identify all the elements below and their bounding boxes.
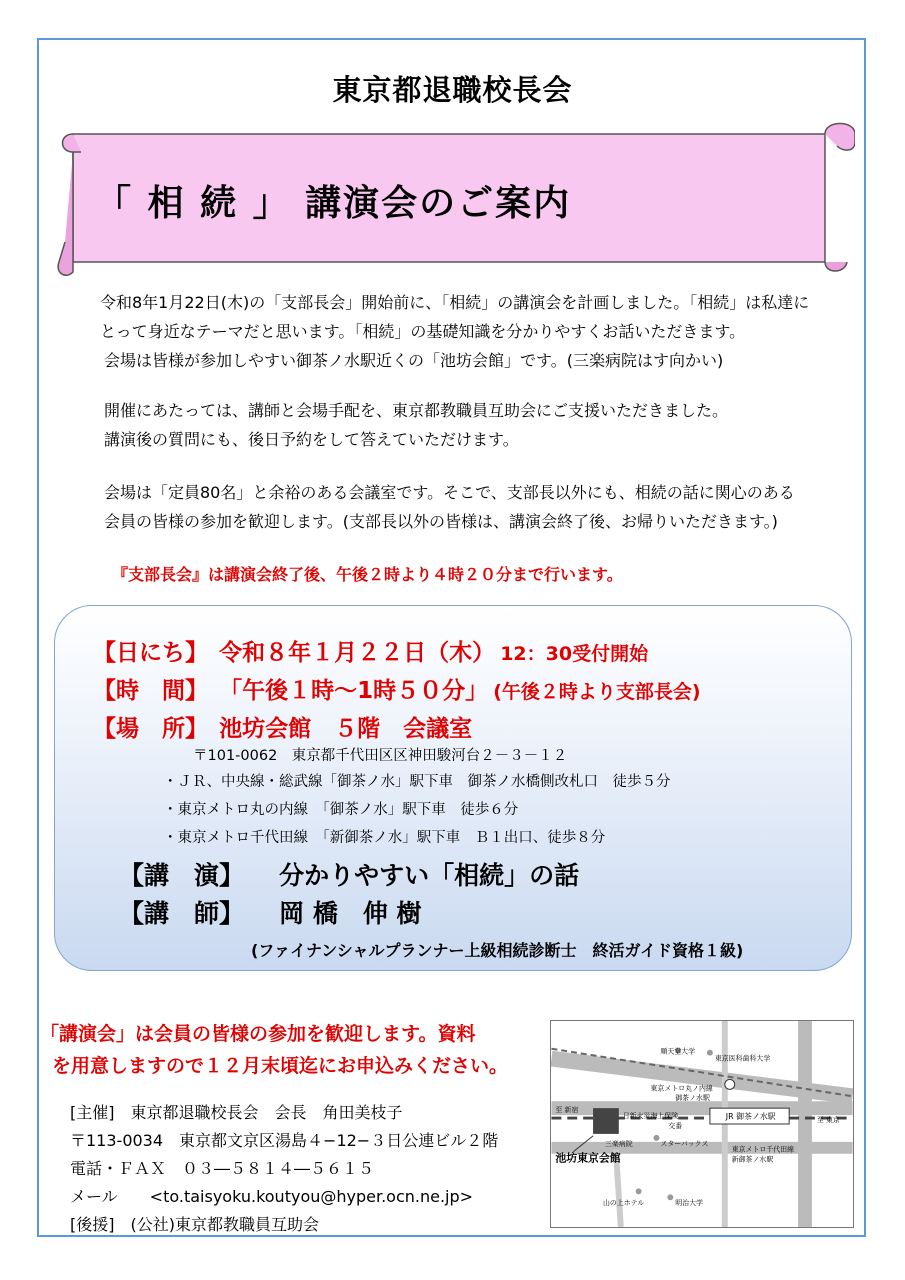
access-jr: ・ＪＲ、中央線・総武線「御茶ノ水」駅下車 御茶ノ水橋側改札口 徒歩５分 xyxy=(163,774,671,790)
map-label: 順天堂大学 xyxy=(660,1047,696,1056)
map-label: JR 御茶ノ水駅 xyxy=(725,1112,776,1122)
map-label: 御茶ノ水駅 xyxy=(675,1094,710,1103)
intro-paragraph-1 xyxy=(100,288,809,375)
date-row xyxy=(93,634,648,667)
speaker-row xyxy=(119,894,422,930)
map-label: 東京メトロ丸ノ内線 xyxy=(650,1084,713,1093)
map-label: 明治大学 xyxy=(675,1199,703,1208)
lecture-title: 分かりやすい「相続」の話 xyxy=(279,861,580,890)
welcome-line: を用意しますので１２月末頃迄にお申込みください。 xyxy=(52,1055,509,1077)
venue-address: 〒101-0062 東京都千代田区区神田駿河台２－３－１２ xyxy=(193,748,568,764)
venue-building xyxy=(593,1108,619,1134)
intro-line: 令和8年1月22日(木)の「支部長会」開始前に、「相続」の講演会を計画しました。「相続」は私達に xyxy=(100,293,810,312)
access-chiyoda: ・東京メトロ千代田線 「新御茶ノ水」駅下車 Ｂ１出口、徒歩８分 xyxy=(163,830,606,846)
intro-line: 会場は皆様が参加しやすい御茶ノ水駅近くの「池坊会館」です。(三楽病院はす向かい) xyxy=(104,351,724,370)
metro-station-marker xyxy=(725,1079,735,1089)
intro-line: 講演後の質問にも、後日予約をして答えていただけます。 xyxy=(104,430,519,449)
map-label: 東京メトロ千代田線 xyxy=(731,1145,795,1154)
branch-meeting-note: 『支部長会』は講演会終了後、午後２時より４時２０分まで行います。 xyxy=(112,565,623,584)
banner-title: 「 相 続 」 講演会のご案内 xyxy=(95,183,572,224)
access-marunouchi: ・東京メトロ丸の内線 「御茶ノ水」駅下車 徒歩６分 xyxy=(163,802,519,818)
sponsor: [主催] 東京都退職校長会 会長 角田美枝子 xyxy=(70,1103,403,1122)
reception-time: 12：30受付開始 xyxy=(500,643,649,665)
intro-paragraph-3 xyxy=(104,478,795,536)
venue-map xyxy=(550,1020,854,1228)
supporter: [後援] (公社)東京都教職員互助会 xyxy=(70,1215,319,1234)
date-value: 令和８年１月２２日（木） xyxy=(219,640,496,666)
map-label: 交番 xyxy=(668,1121,683,1130)
phone-fax: 電話・ＦＡＸ ０３―５８１４―５６１５ xyxy=(70,1159,375,1178)
place-row xyxy=(93,710,472,743)
postal-address: 〒113-0034 東京都文京区湯島４−12−３日公連ビル２階 xyxy=(70,1131,499,1150)
intro-line: 会場は「定員80名」と余裕のある会議室です。そこで、支部長以外にも、相続の話に関心のある xyxy=(104,483,795,502)
map-label: 至 東京 xyxy=(816,1116,840,1125)
branch-meeting-time: (午後２時より支部長会) xyxy=(493,681,701,703)
map-label: 山の上ホテル xyxy=(602,1199,645,1208)
map-label: 至 新宿 xyxy=(555,1106,579,1115)
date-label: 【日にち】 xyxy=(93,640,208,666)
speaker-credential: (ファイナンシャルプランナー上級相続診断士 終活ガイド資格１級) xyxy=(251,941,744,960)
lecture-label: 【講 演】 xyxy=(119,861,245,890)
speaker-label: 【講 師】 xyxy=(119,899,245,928)
intro-line: とって身近なテーマだと思います。「相続」の基礎知識を分かりやすくお話いただきます。 xyxy=(100,322,746,341)
place-label: 【場 所】 xyxy=(93,716,208,742)
lecture-row xyxy=(119,856,579,892)
time-row xyxy=(93,672,701,705)
speaker-name: 岡 橋 伸 樹 xyxy=(279,899,422,928)
map-label: 東京医科歯科大学 xyxy=(714,1054,771,1063)
intro-paragraph-2 xyxy=(104,396,728,454)
time-value: 「午後１時〜1時５０分」 xyxy=(219,678,489,704)
time-label: 【時 間】 xyxy=(93,678,208,704)
map-label: 日新火災海上保険 xyxy=(622,1112,679,1121)
email[interactable]: メール <to.taisyoku.koutyou@hyper.ocn.ne.jp> xyxy=(70,1187,474,1206)
welcome-line: 「講演会」は会員の皆様の参加を歓迎します。資料 xyxy=(40,1023,476,1045)
welcome-message xyxy=(40,1018,508,1082)
map-label: 新御茶ノ水駅 xyxy=(731,1155,774,1164)
map-label: 池坊東京会館 xyxy=(555,1151,621,1165)
place-value: 池坊会館 ５階 会議室 xyxy=(219,716,473,742)
organization-title: 東京都退職校長会 xyxy=(332,73,573,107)
map-label: スターバックス xyxy=(660,1139,709,1148)
event-details-box xyxy=(54,605,852,971)
intro-line: 会員の皆様の参加を歓迎します。(支部長以外の皆様は、講演会終了後、お帰りいただきます。) xyxy=(104,512,778,531)
map-label: 三楽病院 xyxy=(604,1139,633,1148)
intro-line: 開催にあたっては、講師と会場手配を、東京都教職員互助会にご支援いただきました。 xyxy=(104,401,729,420)
